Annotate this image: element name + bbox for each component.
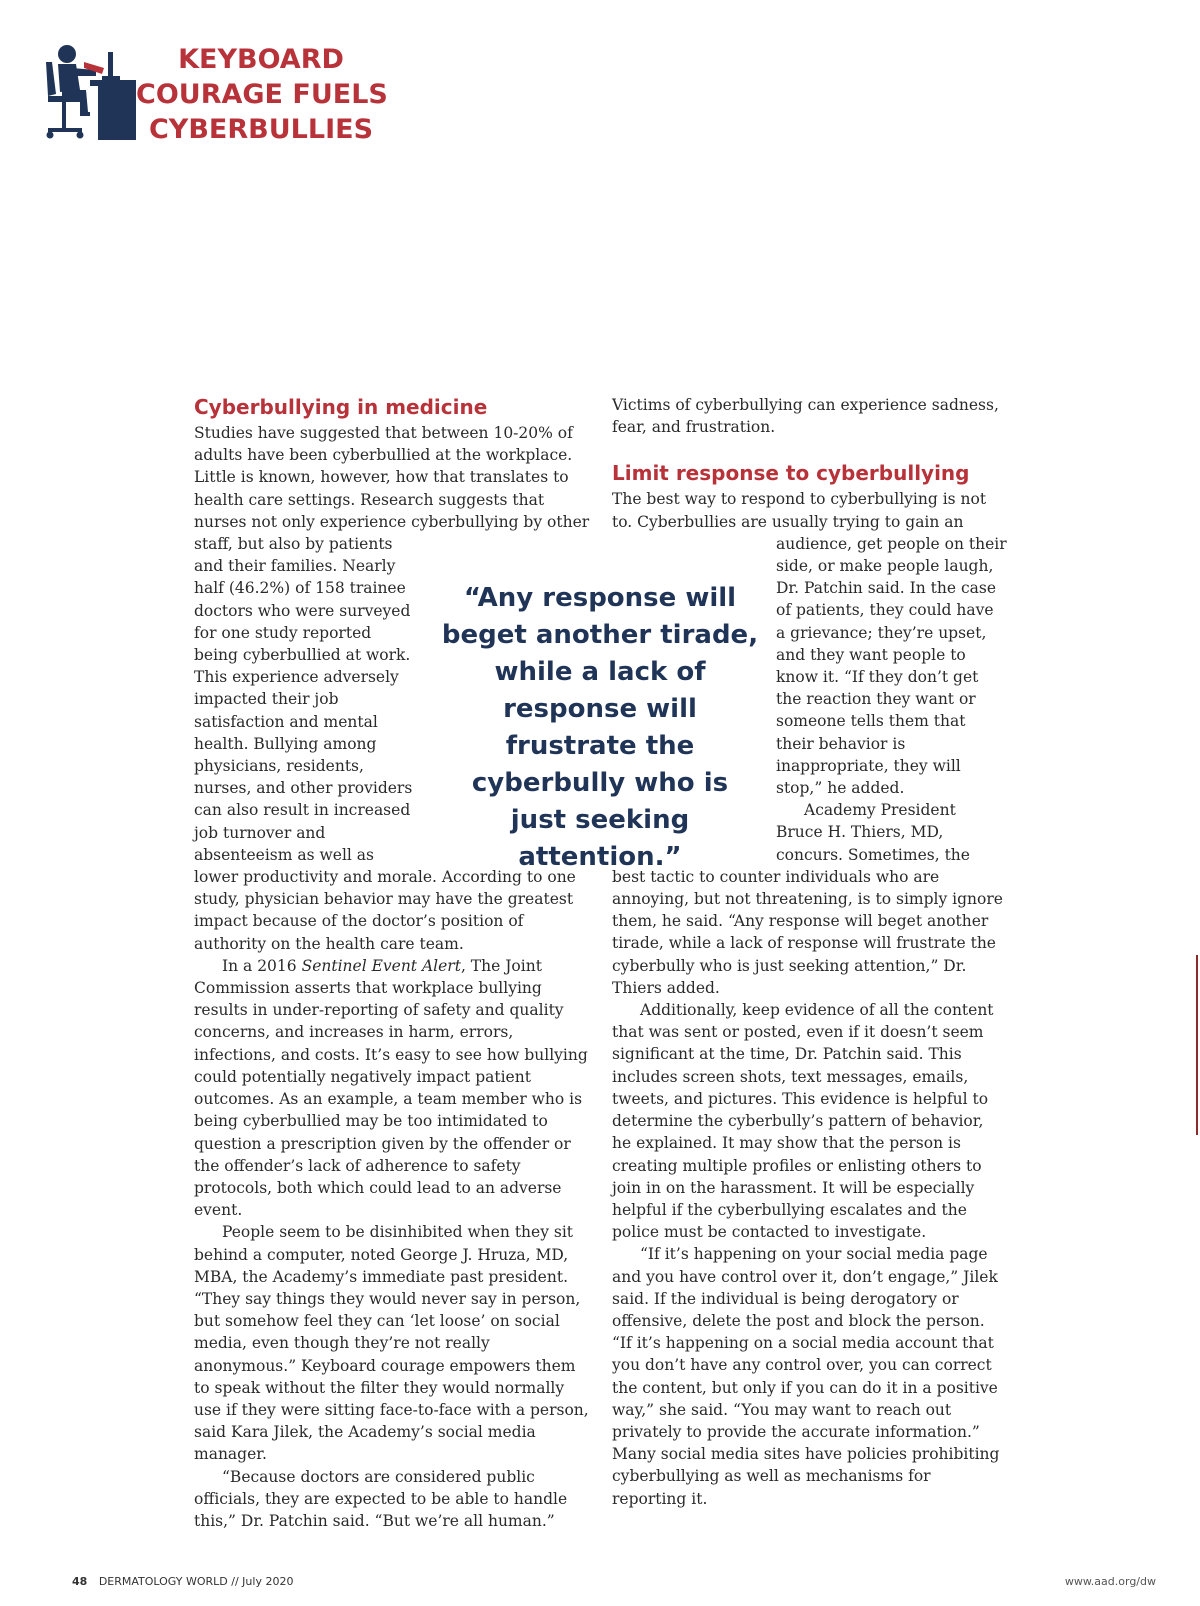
body-paragraph: The best way to respond to cyberbullying is not to. Cyberbullies are usually trying to gain an audience, get people on their side, or make people laugh, Dr. Patchin said. In the case of patients, they could have a grievance; they’re upset, and they want people to know it. “If they don’t get the reaction they want or someone tells them that their behavior is inappropriate, they will stop,” he added. bbox=[612, 490, 1007, 798]
body-text: In a 2016 bbox=[222, 956, 302, 975]
edge-rule bbox=[1196, 955, 1198, 1135]
body-paragraph: “If it’s happening on your social media page and you have control over it, don’t engage,” Jilek said. If the individual is being derogatory or offensive, delete the post and block the person. “If it’s happening on a social media account that you don’t have any control over, you can correct the content, but only if you can do it in a positive way,” she said. “You may want to reach out privately to provide the accurate information.” Many social media sites have policies prohibiting cyberbullying as well as mechanisms for reporting it. bbox=[612, 1245, 1000, 1508]
footer-left bbox=[72, 1575, 293, 1588]
publication-title: Sentinel Event Alert bbox=[301, 956, 461, 975]
title-line-1: KEYBOARD bbox=[178, 44, 344, 75]
body-paragraph: Academy President Bruce H. Thiers, MD, concurs. Sometimes, the best tactic to counter individuals who are annoying, but not threatening, is to simply ignore them, he said. “Any response will beget another tirade, while a lack of response will frustrate the cyberbully who is just seeking attention,” Dr. Thiers added. bbox=[612, 801, 1003, 997]
body-paragraph: Studies have suggested that between 10-20% of adults have been cyberbullied at the workplace. Little is known, however, how that translates to health care settings. Research suggests that nurses not only experience cyberbullying by other staff, but also by patients and their families. Nearly half (46.2%) of 158 trainee doctors who were surveyed for one study reported being cyberbullied at work. This experience adversely impacted their job satisfaction and mental health. Bullying among physicians, residents, nurses, and other providers can also result in increased job turnover and absenteeism as well as lower productivity and morale. According to one study, physician behavior may have the greatest impact because of the doctor’s position of authority on the health care team. bbox=[194, 424, 590, 953]
section-heading-limit-response: Limit response to cyberbullying bbox=[612, 461, 970, 486]
body-paragraph: Victims of cyberbullying can experience sadness, fear, and frustration. bbox=[612, 396, 999, 437]
title-line-2: COURAGE FUELS bbox=[136, 79, 388, 110]
right-column bbox=[612, 394, 1007, 1510]
publication-name: DERMATOLOGY WORLD // July 2020 bbox=[98, 1575, 294, 1588]
body-paragraph bbox=[194, 955, 592, 1221]
article-title bbox=[136, 42, 386, 147]
body-text: , The Joint Commission asserts that workplace bullying results in under-reporting of safety and quality concerns, and increases in harm, errors, infections, and costs. It’s easy to see how bullying could potentially negatively impact patient outcomes. As an example, a team member who is being cyberbullied may be too intimidated to question a prescription given by the offender or the offender’s lack of adherence to safety protocols, both which could lead to an adverse event. bbox=[194, 956, 588, 1220]
left-column bbox=[194, 394, 592, 1532]
body-paragraph: “Because doctors are considered public officials, they are expected to be able to handle this,” Dr. Patchin said. “But we’re all human.” bbox=[194, 1467, 568, 1530]
body-paragraph: Additionally, keep evidence of all the content that was sent or posted, even if it doesn’t seem significant at the time, Dr. Patchin said. This includes screen shots, text messages, emails, tweets, and pictures. This evidence is helpful to determine the cyberbully’s pattern of behavior, he explained. It may show that the person is creating multiple profiles or enlisting others to join in on the harassment. It will be especially helpful if the cyberbullying escalates and the police must be contacted to investigate. bbox=[612, 1001, 994, 1242]
page-number: 48 bbox=[72, 1575, 88, 1588]
footer-url: www.aad.org/dw bbox=[1064, 1575, 1156, 1588]
title-line-3: CYBERBULLIES bbox=[148, 114, 374, 145]
pull-quote: “Any response will beget another tirade, while a lack of response will frustrate the cyberbully who is just seeking attention.” bbox=[441, 583, 759, 872]
person-at-computer-icon bbox=[40, 40, 136, 142]
body-paragraph: People seem to be disinhibited when they sit behind a computer, noted George J. Hruza, MD, MBA, the Academy’s immediate past president. “They say things they would never say in person, but somehow feel they can ‘let loose’ on social media, even though they’re not really anonymous.” Keyboard courage empowers them to speak without the filter they would normally use if they were sitting face-to-face with a person, said Kara Jilek, the Academy’s social media manager. bbox=[194, 1223, 589, 1464]
section-heading-cyberbullying-in-medicine: Cyberbullying in medicine bbox=[194, 395, 488, 419]
